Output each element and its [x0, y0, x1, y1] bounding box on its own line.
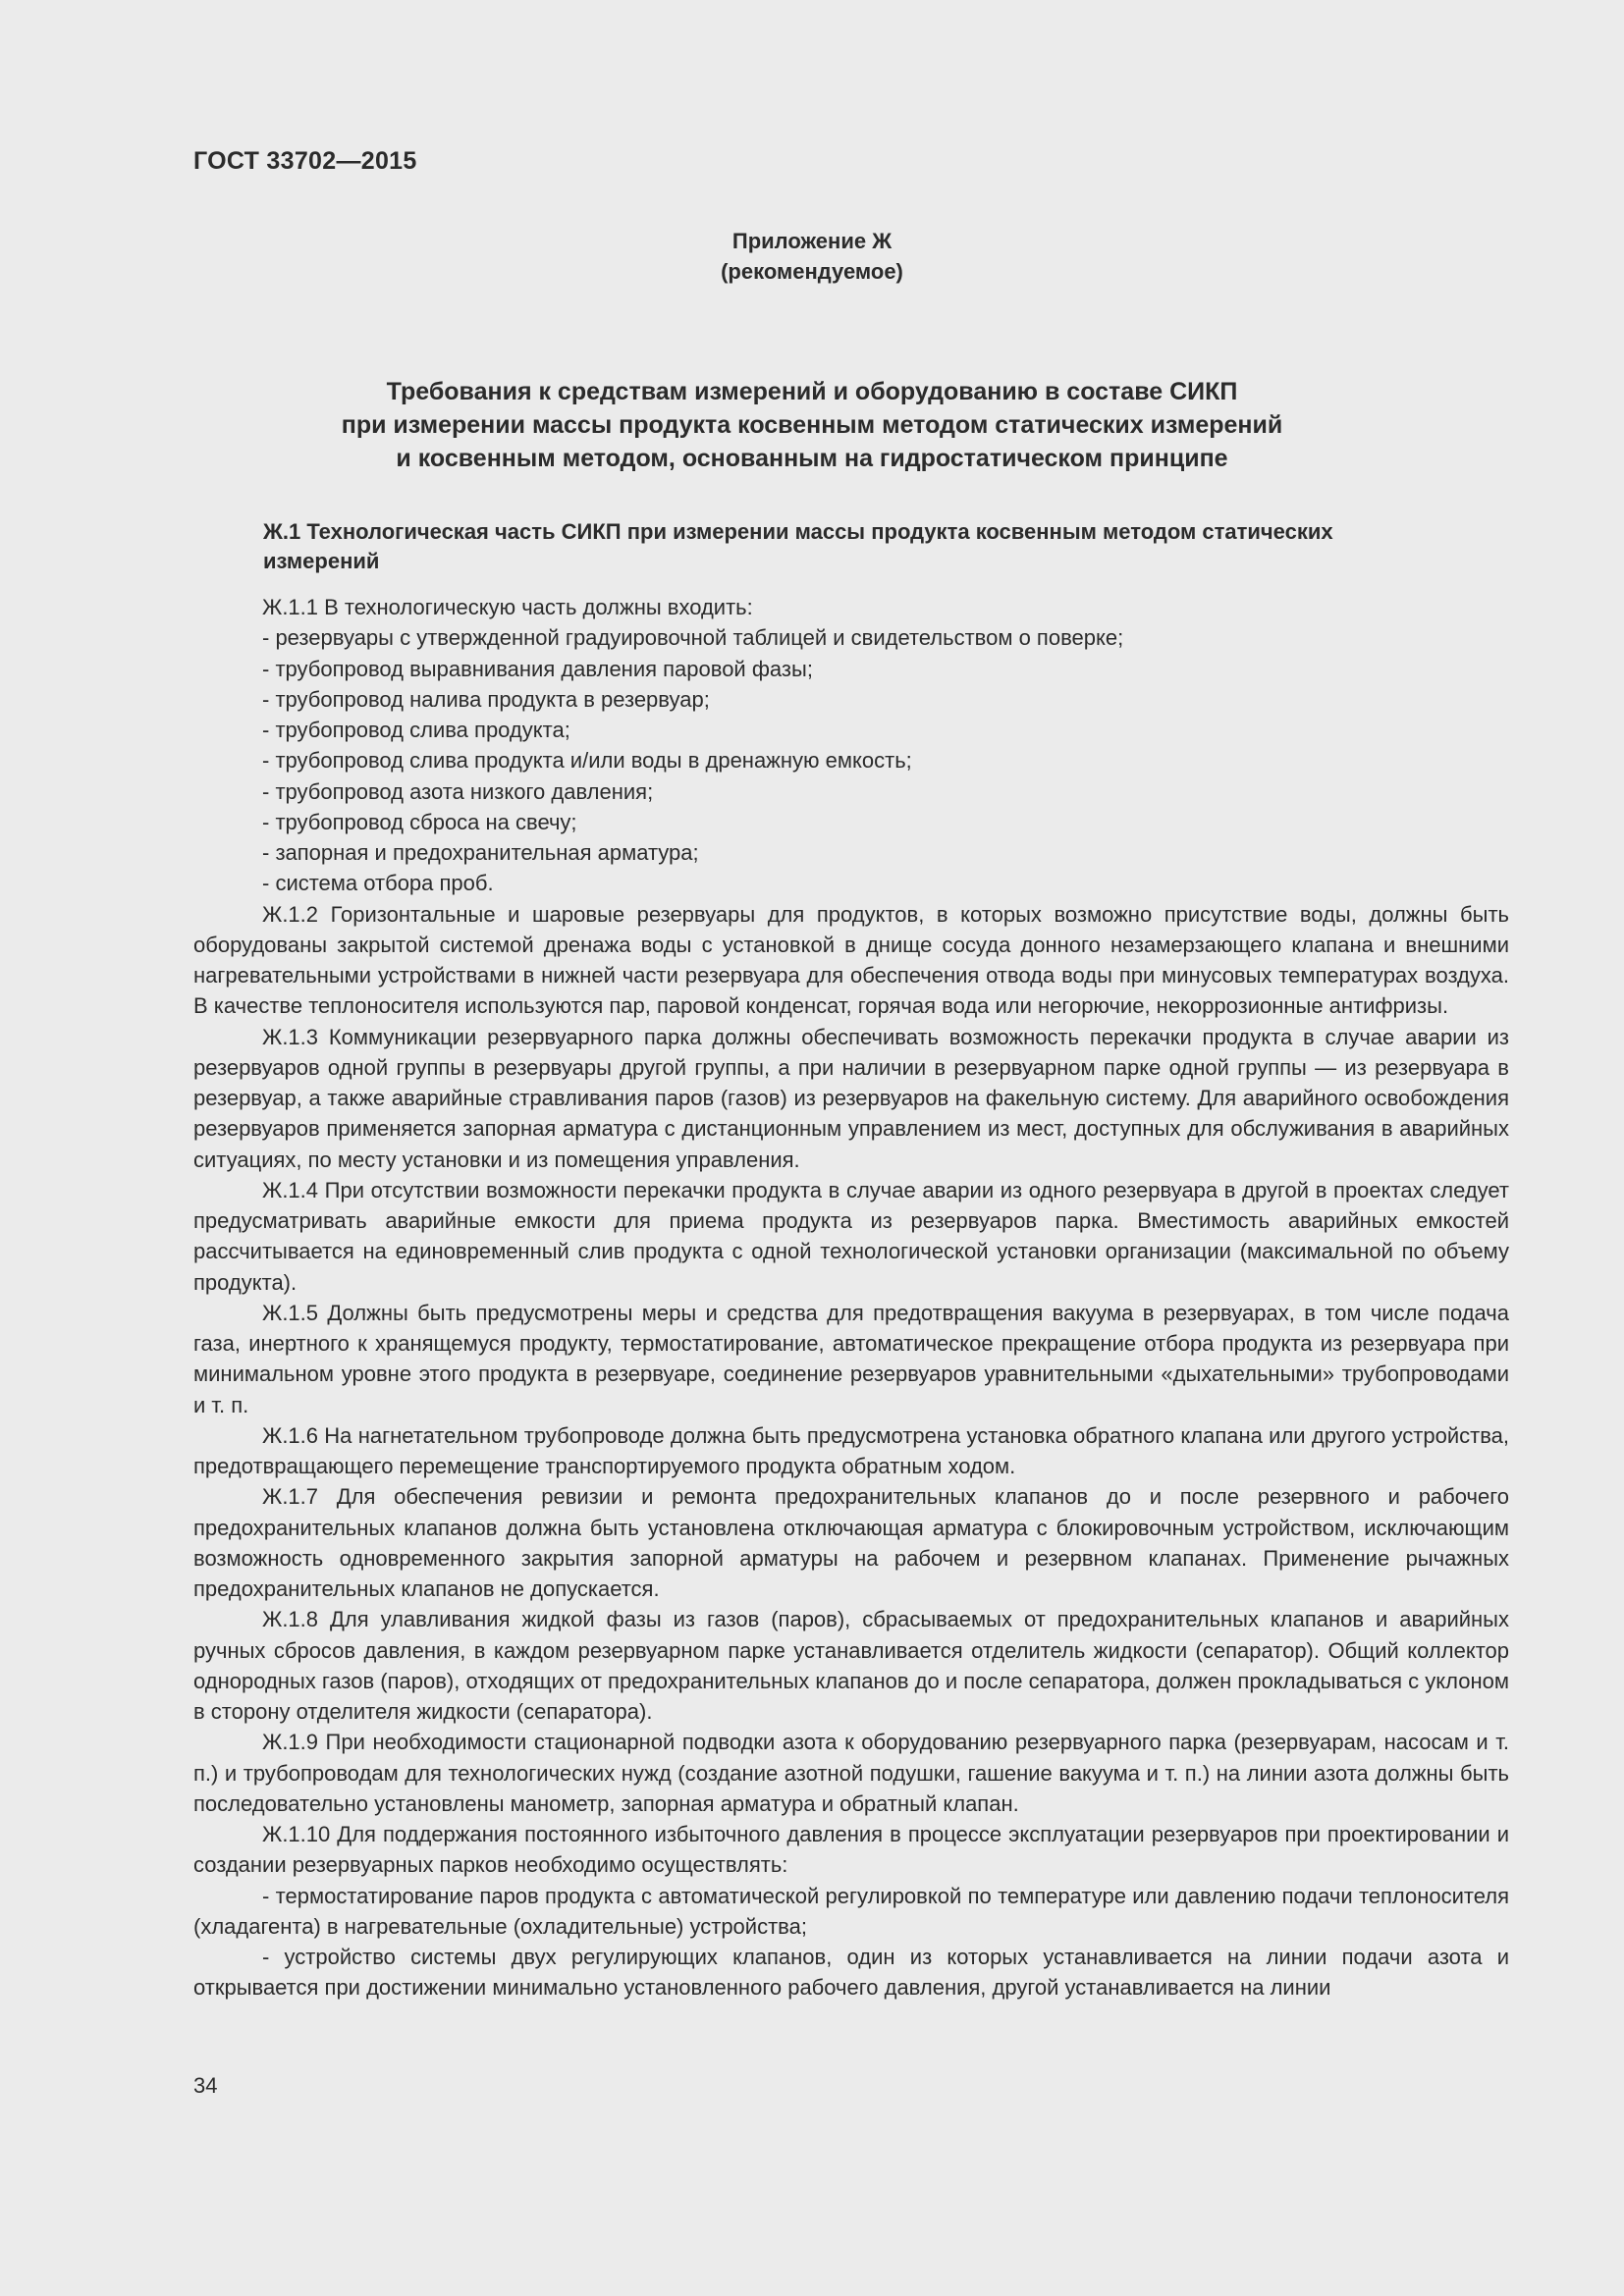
- title-line-2: при измерении массы продукта косвенным методом статических измерений: [341, 411, 1283, 439]
- paragraph-1-4: Ж.1.4 При отсутствии возможности перекачки продукта в случае аварии из одного резервуара в другой в проектах следует предусматривать аварийные емкости для приема продукта из резервуаров парка. Вместимость аварийных емкостей рассчитывается на единовременный слив продукта с одной технологической установки организации (максимальной по объему продукта).: [193, 1177, 1509, 1295]
- paragraph-1-5: Ж.1.5 Должны быть предусмотрены меры и средства для предотвращения вакуума в резервуарах, в том числе подача газа, инертного к хранящемуся продукту, термостатирование, автоматическое прекращение отбора продукта из резервуара при минимальном уровне этого продукта в резервуаре, соединение резервуаров уравнительными «дыхательными» трубопроводами и т. п.: [193, 1300, 1509, 1417]
- appendix-status: (рекомендуемое): [721, 259, 903, 284]
- paragraph-1-8: Ж.1.8 Для улавливания жидкой фазы из газов (паров), сбрасываемых от предохранительных клапанов и аварийных ручных сбросов давления, в каждом резервуарном парке устанавливается отделитель жидкости (сепаратор). Общий коллектор однородных газов (паров), отходящих от предохранительных клапанов до и после сепаратора, должен прокладываться с уклоном в сторону отделителя жидкости (сепаратора).: [193, 1607, 1509, 1724]
- list-item: - система отбора проб.: [262, 871, 494, 896]
- list-item: - трубопровод выравнивания давления паровой фазы;: [262, 656, 813, 681]
- list-item: - резервуары с утвержденной градуировочной таблицей и свидетельством о поверке;: [262, 625, 1124, 651]
- section-heading: Ж.1 Технологическая часть СИКП при измерении массы продукта косвенным методом статических измерений: [263, 519, 1333, 573]
- appendix-heading: [0, 226, 1624, 287]
- list-item: - запорная и предохранительная арматура;: [262, 840, 699, 865]
- list-item: - трубопровод налива продукта в резервуар;: [262, 686, 710, 712]
- list-item: - трубопровод слива продукта;: [262, 718, 570, 742]
- paragraph-1-1-intro: Ж.1.1 В технологическую часть должны входить:: [262, 595, 753, 619]
- title-line-3: и косвенным методом, основанным на гидростатическом принципе: [396, 445, 1228, 472]
- body-text: [193, 592, 1509, 2003]
- paragraph-1-7: Ж.1.7 Для обеспечения ревизии и ремонта предохранительных клапанов до и после резервного и рабочего предохранительных клапанов должна быть установлена отключающая арматура с блокировочным устройством, исключающим возможность одновременного закрытия запорной арматуры на рабочем и резервном клапанах. Применение рычажных предохранительных клапанов не допускается.: [193, 1484, 1509, 1601]
- paragraph-1-6: Ж.1.6 На нагнетательном трубопроводе должна быть предусмотрена установка обратного клапана или другого устройства, предотвращающего перемещение транспортируемого продукта обратным ходом.: [193, 1422, 1509, 1478]
- appendix-main-title: [0, 375, 1624, 475]
- list-item: - трубопровод сброса на свечу;: [262, 809, 577, 834]
- document-id-header: ГОСТ 33702—2015: [193, 147, 417, 175]
- paragraph-1-2: Ж.1.2 Горизонтальные и шаровые резервуары для продуктов, в которых возможно присутствие воды, должны быть оборудованы закрытой системой дренажа воды с установкой в днище сосуда донного незамерзающего клапана и внешними нагревательными устройствами в нижней части резервуара для обеспечения отвода воды при минусовых температурах воздуха. В качестве теплоносителя используются пар, паровой конденсат, горячая вода или негорючие, некоррозионные антифризы.: [193, 901, 1509, 1019]
- title-line-1: Требования к средствам измерений и оборудованию в составе СИКП: [386, 378, 1238, 405]
- page-number: 34: [193, 2073, 218, 2098]
- list-item: - термостатирование паров продукта с автоматической регулировкой по температуре или давлению подачи теплоносителя (хладагента) в нагревательные (охладительные) устройства;: [193, 1883, 1509, 1939]
- paragraph-1-10: Ж.1.10 Для поддержания постоянного избыточного давления в процессе эксплуатации резервуаров при проектировании и создании резервуарных парков необходимо осуществлять:: [193, 1822, 1509, 1878]
- paragraph-1-9: Ж.1.9 При необходимости стационарной подводки азота к оборудованию резервуарного парка (резервуарам, насосам и т. п.) и трубопроводам для технологических нужд (создание азотной подушки, гашение вакуума и т. п.) на линии азота должны быть последовательно установлены манометр, запорная арматура и обратный клапан.: [193, 1730, 1509, 1816]
- list-item: - устройство системы двух регулирующих клапанов, один из которых устанавливается на линии подачи азота и открывается при достижении минимально установленного рабочего давления, другой устанавливается на линии: [193, 1945, 1509, 2001]
- paragraph-1-3: Ж.1.3 Коммуникации резервуарного парка должны обеспечивать возможность перекачки продукта в случае аварии из резервуаров одной группы в резервуары другой группы, а при наличии в резервуарном парке одной группы — из резервуара в резервуар, а также аварийные стравливания паров (газов) из резервуаров на факельную систему. Для аварийного освобождения резервуаров применяется запорная арматура с дистанционным управлением из мест, доступных для обслуживания в аварийных ситуациях, по месту установки и из помещения управления.: [193, 1024, 1509, 1172]
- list-item: - трубопровод слива продукта и/или воды в дренажную емкость;: [262, 748, 912, 774]
- appendix-title: Приложение Ж: [731, 229, 893, 253]
- list-item: - трубопровод азота низкого давления;: [262, 778, 654, 804]
